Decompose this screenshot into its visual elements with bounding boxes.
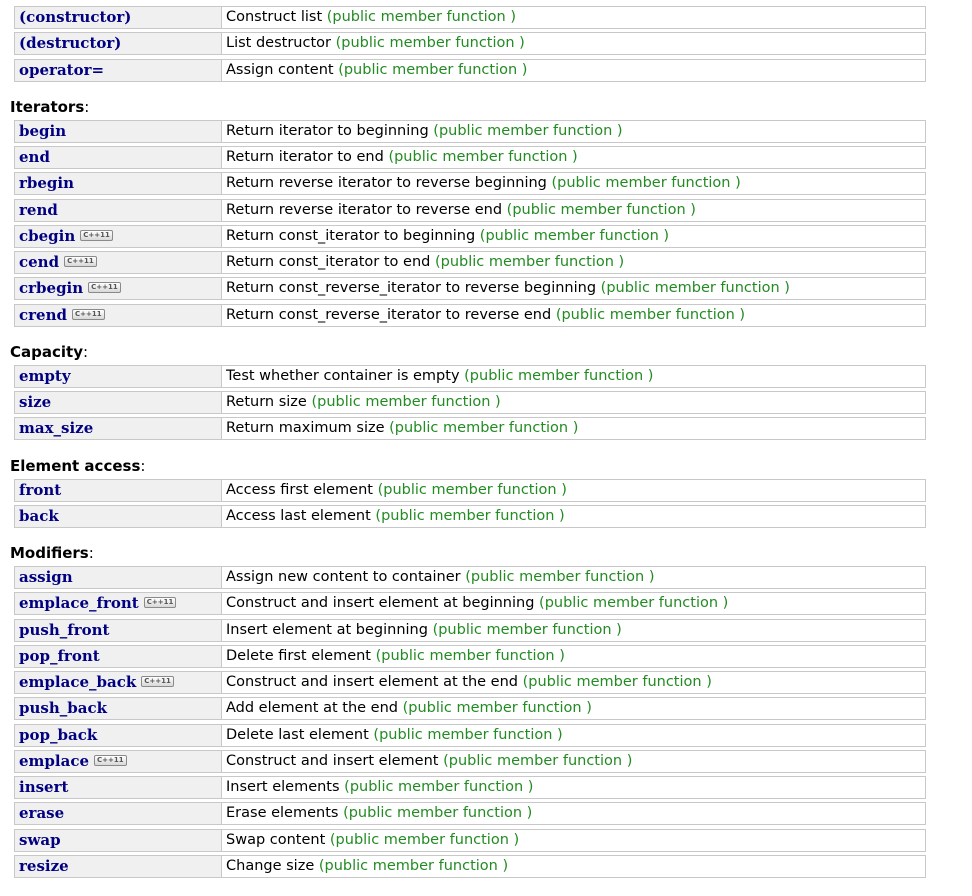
member-name-cell bbox=[15, 567, 222, 588]
member-name-cell bbox=[15, 147, 222, 168]
member-link[interactable]: back bbox=[19, 507, 59, 525]
member-description-cell bbox=[226, 856, 508, 877]
member-name-cell bbox=[15, 725, 222, 746]
member-kind-label: (public member function ) bbox=[600, 280, 790, 296]
member-description-cell bbox=[226, 830, 519, 851]
cpp11-badge-icon: C++11 bbox=[64, 256, 97, 267]
member-description: Construct and insert element bbox=[226, 753, 439, 769]
member-name-cell bbox=[15, 200, 222, 221]
member-kind-label: (public member function ) bbox=[539, 595, 729, 611]
member-name-cell bbox=[15, 777, 222, 798]
section-heading-colon: : bbox=[88, 544, 94, 562]
member-description: Insert element at beginning bbox=[226, 622, 428, 638]
member-row bbox=[14, 645, 926, 668]
member-name-cell bbox=[15, 121, 222, 142]
member-kind-label: (public member function ) bbox=[388, 149, 578, 165]
section-heading-label: Iterators bbox=[10, 97, 85, 116]
member-row bbox=[14, 829, 926, 852]
member-link[interactable]: crbegin bbox=[19, 279, 84, 297]
section-heading-label: Modifiers bbox=[10, 544, 89, 562]
cpp11-badge-icon: C++11 bbox=[80, 230, 113, 241]
member-row bbox=[14, 391, 926, 414]
member-kind-label: (public member function ) bbox=[443, 753, 633, 769]
member-kind-label: (public member function ) bbox=[402, 700, 592, 716]
member-description-cell bbox=[226, 121, 623, 142]
member-description-cell bbox=[226, 567, 655, 588]
member-description: Construct list bbox=[226, 9, 323, 25]
member-description-cell bbox=[226, 147, 578, 168]
member-link[interactable]: rend bbox=[19, 201, 58, 219]
member-kind-label: (public member function ) bbox=[479, 228, 670, 244]
cpp11-badge-icon: C++11 bbox=[144, 597, 177, 608]
member-description-cell bbox=[226, 620, 622, 641]
member-description: Delete first element bbox=[226, 648, 371, 664]
member-description: Erase elements bbox=[226, 805, 339, 821]
member-description: Return size bbox=[226, 394, 307, 410]
member-link[interactable]: resize bbox=[19, 857, 69, 875]
member-row bbox=[14, 304, 926, 327]
member-name-cell bbox=[15, 620, 222, 641]
member-link[interactable]: insert bbox=[19, 778, 69, 796]
member-name-cell bbox=[15, 33, 222, 54]
member-description: Return reverse iterator to reverse end bbox=[226, 202, 503, 218]
member-name-cell bbox=[15, 830, 222, 851]
member-description: Access first element bbox=[226, 482, 373, 498]
member-description: Test whether container is empty bbox=[226, 368, 460, 384]
member-link[interactable]: cbegin bbox=[19, 227, 76, 245]
member-name-cell bbox=[15, 173, 222, 194]
member-kind-label: (public member function ) bbox=[506, 202, 696, 218]
member-row bbox=[14, 225, 926, 248]
member-link[interactable]: assign bbox=[19, 568, 73, 586]
member-link[interactable]: operator= bbox=[19, 61, 105, 79]
member-description-cell bbox=[226, 278, 790, 299]
member-row bbox=[14, 697, 926, 720]
member-row bbox=[14, 479, 926, 502]
member-row bbox=[14, 566, 926, 589]
member-description-cell bbox=[226, 7, 516, 28]
member-description-cell bbox=[226, 593, 728, 614]
member-description: Swap content bbox=[226, 832, 326, 848]
member-link[interactable]: (destructor) bbox=[19, 34, 122, 52]
section-heading-colon: : bbox=[140, 456, 146, 475]
member-row bbox=[14, 277, 926, 300]
member-description-cell bbox=[226, 392, 501, 413]
member-row bbox=[14, 417, 926, 440]
cpp11-badge-icon: C++11 bbox=[141, 676, 174, 687]
member-name-cell bbox=[15, 803, 222, 824]
member-kind-label: (public member function ) bbox=[464, 368, 654, 384]
member-description: Add element at the end bbox=[226, 700, 398, 716]
member-link[interactable]: swap bbox=[19, 831, 61, 849]
member-kind-label: (public member function ) bbox=[432, 622, 622, 638]
member-name-cell bbox=[15, 698, 222, 719]
member-description: Return const_reverse_iterator to reverse beginning bbox=[226, 280, 597, 296]
member-link[interactable]: crend bbox=[19, 306, 67, 324]
section-heading-colon: : bbox=[84, 97, 90, 116]
member-link[interactable]: push_front bbox=[19, 621, 110, 639]
cpp11-badge-icon: C++11 bbox=[88, 282, 121, 293]
member-name-cell bbox=[15, 480, 222, 501]
member-name-cell bbox=[15, 856, 222, 877]
member-kind-label: (public member function ) bbox=[335, 35, 525, 51]
member-description: Access last element bbox=[226, 508, 371, 524]
member-name-cell bbox=[15, 226, 222, 247]
member-row bbox=[14, 251, 926, 274]
member-link[interactable]: push_back bbox=[19, 699, 107, 717]
member-kind-label: (public member function ) bbox=[465, 569, 655, 585]
member-description-cell bbox=[226, 480, 567, 501]
member-kind-label: (public member function ) bbox=[343, 805, 533, 821]
member-kind-label: (public member function ) bbox=[522, 674, 712, 690]
member-link[interactable]: size bbox=[19, 393, 52, 411]
member-kind-label: (public member function ) bbox=[326, 9, 517, 25]
member-description: Construct and insert element at beginning bbox=[226, 595, 535, 611]
member-name-cell bbox=[15, 252, 222, 273]
member-name-cell bbox=[15, 418, 222, 439]
member-row bbox=[14, 776, 926, 799]
member-description: Return const_iterator to beginning bbox=[226, 228, 476, 244]
section-heading-label: Capacity bbox=[10, 342, 83, 361]
member-row bbox=[14, 750, 926, 773]
member-row bbox=[14, 365, 926, 388]
member-name-cell bbox=[15, 278, 222, 299]
member-name-cell bbox=[15, 751, 222, 772]
cpp11-badge-icon: C++11 bbox=[94, 755, 127, 766]
member-row bbox=[14, 671, 926, 694]
section-heading-label: Element access bbox=[10, 456, 141, 475]
member-link[interactable]: rbegin bbox=[19, 174, 75, 192]
member-description-cell bbox=[226, 173, 741, 194]
member-row bbox=[14, 59, 926, 82]
member-kind-label: (public member function ) bbox=[338, 62, 528, 78]
member-link[interactable]: pop_back bbox=[19, 726, 98, 744]
member-name-cell bbox=[15, 593, 222, 614]
member-description-cell bbox=[226, 226, 669, 247]
member-link[interactable]: empty bbox=[19, 367, 71, 385]
member-description: Return iterator to end bbox=[226, 149, 384, 165]
member-kind-label: (public member function ) bbox=[329, 832, 520, 848]
member-description-cell bbox=[226, 803, 532, 824]
member-name-cell bbox=[15, 7, 222, 28]
section-heading-iterators bbox=[10, 98, 89, 116]
member-kind-label: (public member function ) bbox=[318, 858, 509, 874]
member-description-cell bbox=[226, 200, 696, 221]
member-description-cell bbox=[226, 60, 527, 81]
member-description: Assign new content to container bbox=[226, 569, 461, 585]
member-description: Return maximum size bbox=[226, 420, 385, 436]
member-kind-label: (public member function ) bbox=[551, 175, 741, 191]
member-kind-label: (public member function ) bbox=[555, 307, 746, 323]
member-kind-label: (public member function ) bbox=[311, 394, 501, 410]
member-row bbox=[14, 120, 926, 143]
member-row bbox=[14, 592, 926, 615]
member-name-cell bbox=[15, 305, 222, 326]
member-description-cell bbox=[226, 33, 525, 54]
member-row bbox=[14, 199, 926, 222]
member-link[interactable]: end bbox=[19, 148, 50, 166]
member-description-cell bbox=[226, 777, 533, 798]
section-heading-colon: : bbox=[82, 342, 89, 361]
member-row bbox=[14, 6, 926, 29]
member-name-cell bbox=[15, 646, 222, 667]
member-description: Delete last element bbox=[226, 727, 369, 743]
member-row bbox=[14, 32, 926, 55]
cpp11-badge-icon: C++11 bbox=[72, 309, 105, 320]
section-heading-modifiers bbox=[10, 544, 94, 562]
member-name-cell bbox=[15, 60, 222, 81]
member-description-cell bbox=[226, 252, 624, 273]
member-name-cell bbox=[15, 672, 222, 693]
member-description-cell bbox=[226, 725, 563, 746]
member-kind-label: (public member function ) bbox=[344, 779, 534, 795]
member-row bbox=[14, 146, 926, 169]
member-description: Return const_reverse_iterator to reverse end bbox=[226, 307, 552, 323]
member-name-cell bbox=[15, 506, 222, 527]
member-row bbox=[14, 855, 926, 878]
member-link[interactable]: erase bbox=[19, 804, 65, 822]
member-name-cell bbox=[15, 366, 222, 387]
member-description: Return iterator to beginning bbox=[226, 123, 429, 139]
member-link[interactable]: cend bbox=[19, 253, 60, 271]
member-link[interactable]: max_size bbox=[19, 419, 94, 437]
member-kind-label: (public member function ) bbox=[373, 727, 563, 743]
member-link[interactable]: begin bbox=[19, 122, 67, 140]
member-description: Insert elements bbox=[226, 779, 340, 795]
member-link[interactable]: front bbox=[19, 481, 62, 499]
member-description-cell bbox=[226, 698, 592, 719]
member-description: Return reverse iterator to reverse beginning bbox=[226, 175, 547, 191]
member-row bbox=[14, 619, 926, 642]
member-description: Return const_iterator to end bbox=[226, 254, 431, 270]
member-kind-label: (public member function ) bbox=[375, 508, 565, 524]
section-heading-element-access bbox=[10, 457, 145, 475]
member-kind-label: (public member function ) bbox=[377, 482, 567, 498]
member-link[interactable]: pop_front bbox=[19, 647, 100, 665]
member-description-cell bbox=[226, 751, 632, 772]
member-description-cell bbox=[226, 646, 565, 667]
member-link[interactable]: emplace_front bbox=[19, 594, 139, 612]
member-link[interactable]: emplace_back bbox=[19, 673, 137, 691]
member-name-cell bbox=[15, 392, 222, 413]
member-description: Change size bbox=[226, 858, 315, 874]
member-description-cell bbox=[226, 366, 653, 387]
member-row bbox=[14, 172, 926, 195]
member-kind-label: (public member function ) bbox=[375, 648, 565, 664]
member-row bbox=[14, 505, 926, 528]
member-link[interactable]: (constructor) bbox=[19, 8, 132, 26]
member-kind-label: (public member function ) bbox=[434, 254, 625, 270]
member-description: Assign content bbox=[226, 62, 334, 78]
member-description: List destructor bbox=[226, 35, 331, 51]
member-description-cell bbox=[226, 418, 578, 439]
member-description-cell bbox=[226, 672, 712, 693]
member-description-cell bbox=[226, 305, 745, 326]
member-link[interactable]: emplace bbox=[19, 752, 89, 770]
member-description: Construct and insert element at the end bbox=[226, 674, 518, 690]
member-row bbox=[14, 724, 926, 747]
member-kind-label: (public member function ) bbox=[389, 420, 579, 436]
section-heading-capacity bbox=[10, 343, 88, 361]
member-kind-label: (public member function ) bbox=[433, 123, 623, 139]
member-description-cell bbox=[226, 506, 565, 527]
member-row bbox=[14, 802, 926, 825]
